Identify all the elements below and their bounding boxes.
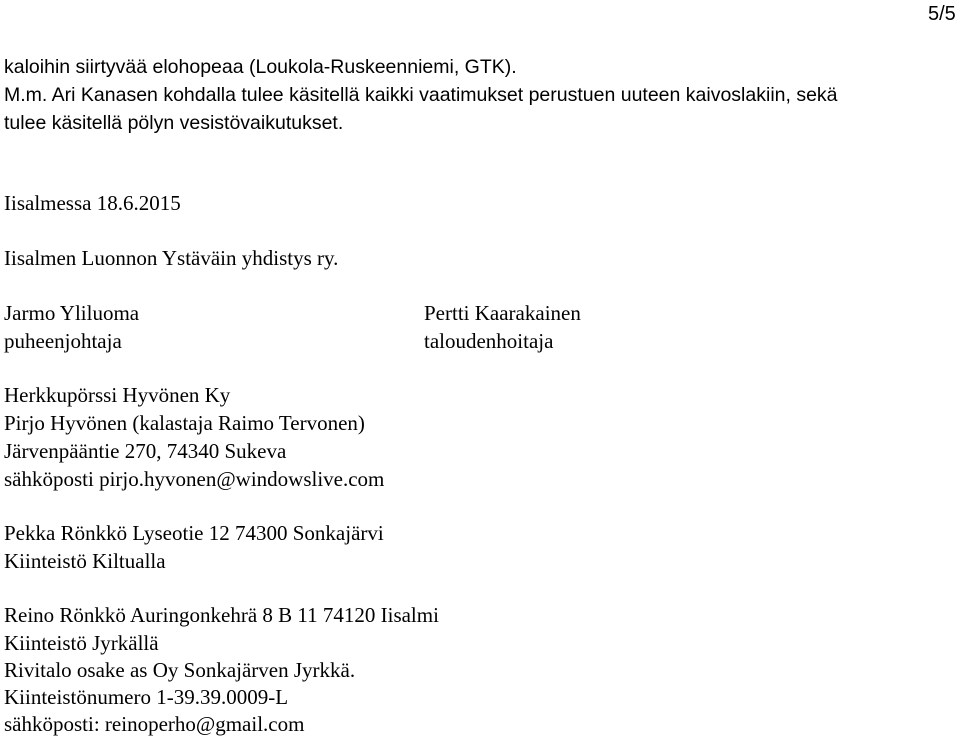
contact-line: Järvenpääntie 270, 74340 Sukeva xyxy=(4,439,287,463)
contact-line: Pekka Rönkkö Lyseotie 12 74300 Sonkajärvi xyxy=(4,521,384,545)
signatory-role: taloudenhoitaja xyxy=(424,329,554,353)
signatory-role: puheenjohtaja xyxy=(4,329,122,353)
contact-line: Kiinteistönumero 1-39.39.0009-L xyxy=(4,685,289,709)
date-line: Iisalmessa 18.6.2015 xyxy=(4,191,181,215)
paragraph-line: M.m. Ari Kanasen kohdalla tulee käsitellä kaikki vaatimukset perustuen uuteen kaivoslakiin, sekä xyxy=(4,84,838,106)
contact-line: Herkkupörssi Hyvönen Ky xyxy=(4,383,231,407)
organization-name: Iisalmen Luonnon Ystäväin yhdistys ry. xyxy=(4,246,339,270)
contact-line: Kiinteistö Jyrkällä xyxy=(4,631,159,655)
contact-line: Rivitalo osake as Oy Sonkajärven Jyrkkä. xyxy=(4,658,356,682)
contact-email: sähköposti: reinoperho@gmail.com xyxy=(4,712,305,736)
signatory-name: Jarmo Yliluoma xyxy=(4,301,140,325)
signatory-name: Pertti Kaarakainen xyxy=(424,301,581,325)
contact-line: Kiinteistö Kiltualla xyxy=(4,549,166,573)
contact-email: sähköposti pirjo.hyvonen@windowslive.com xyxy=(4,467,385,491)
paragraph-line: tulee käsitellä pölyn vesistövaikutukset. xyxy=(4,112,344,134)
contact-line: Reino Rönkkö Auringonkehrä 8 B 11 74120 Iisalmi xyxy=(4,603,439,627)
contact-line: Pirjo Hyvönen (kalastaja Raimo Tervonen) xyxy=(4,411,365,435)
page-number: 5/5 xyxy=(928,3,956,25)
paragraph-line: kaloihin siirtyvää elohopeaa (Loukola-Ruskeenniemi, GTK). xyxy=(4,56,517,78)
